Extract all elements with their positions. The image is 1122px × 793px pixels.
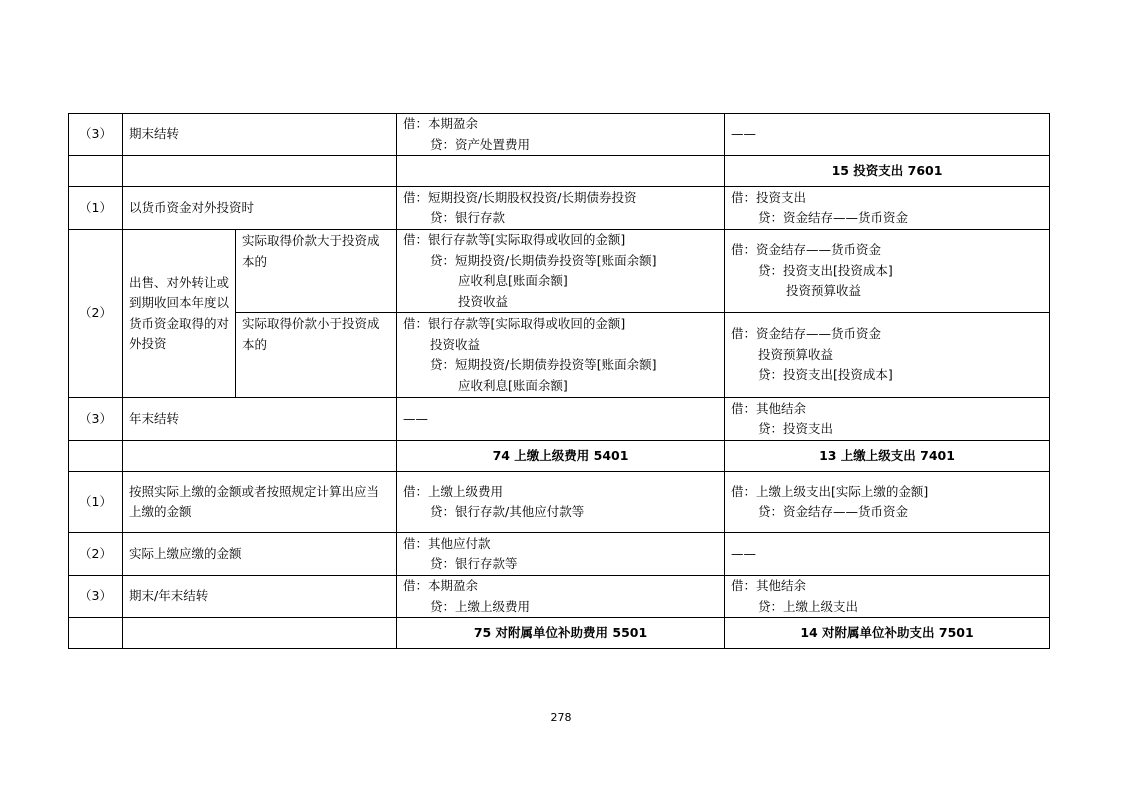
condition-description: 实际取得价款大于投资成本的	[236, 230, 397, 313]
budget-accounting-entry: ——	[725, 114, 1050, 156]
budget-account-title: 15 投资支出 7601	[725, 156, 1050, 187]
budget-accounting-entry: 借：上缴上级支出[实际上缴的金额] 贷：资金结存——货币资金	[725, 472, 1050, 533]
row-number: （3）	[69, 114, 123, 156]
budget-accounting-entry: 借：其他结余 贷：上缴上级支出	[725, 576, 1050, 618]
page-number: 278	[550, 711, 572, 724]
budget-accounting-entry: 借：投资支出 贷：资金结存——货币资金	[725, 187, 1050, 230]
row-number: （3）	[69, 398, 123, 441]
row-description: 期末/年末结转	[123, 576, 397, 618]
financial-accounting-entry: 借：银行存款等[实际取得或收回的金额] 投资收益 贷：短期投资/长期债券投资等[账面余额] 应收利息[账面余额]	[397, 313, 725, 398]
row-number: （3）	[69, 576, 123, 618]
section-header-row	[69, 156, 1050, 187]
financial-accounting-entry: ——	[397, 398, 725, 441]
financial-account-title: 75 对附属单位补助费用 5501	[397, 618, 725, 649]
financial-accounting-entry: 借：上缴上级费用 贷：银行存款/其他应付款等	[397, 472, 725, 533]
row-number: （1）	[69, 472, 123, 533]
table-row	[69, 533, 1050, 576]
row-description: 以货币资金对外投资时	[123, 187, 397, 230]
table-row	[69, 576, 1050, 618]
row-description: 期末结转	[123, 114, 397, 156]
table-row	[69, 398, 1050, 441]
row-number: （2）	[69, 533, 123, 576]
table-row	[69, 114, 1050, 156]
budget-account-title: 13 上缴上级支出 7401	[725, 441, 1050, 472]
table-row	[69, 472, 1050, 533]
row-number: （1）	[69, 187, 123, 230]
budget-accounting-entry: ——	[725, 533, 1050, 576]
financial-accounting-entry: 借：本期盈余 贷：上缴上级费用	[397, 576, 725, 618]
row-description: 年末结转	[123, 398, 397, 441]
financial-accounting-entry: 借：本期盈余 贷：资产处置费用	[397, 114, 725, 156]
budget-accounting-entry: 借：资金结存——货币资金 投资预算收益 贷：投资支出[投资成本]	[725, 313, 1050, 398]
financial-accounting-entry: 借：银行存款等[实际取得或收回的金额] 贷：短期投资/长期债券投资等[账面余额] 应收利息[账面余额] 投资收益	[397, 230, 725, 313]
table-row	[69, 187, 1050, 230]
row-description: 按照实际上缴的金额或者按照规定计算出应当上缴的金额	[123, 472, 397, 533]
row-number: （2）	[69, 230, 123, 398]
financial-accounting-entry: 借：短期投资/长期股权投资/长期债券投资 贷：银行存款	[397, 187, 725, 230]
section-header-row	[69, 618, 1050, 649]
budget-account-title: 14 对附属单位补助支出 7501	[725, 618, 1050, 649]
condition-description: 实际取得价款小于投资成本的	[236, 313, 397, 398]
section-header-row	[69, 441, 1050, 472]
table-row	[69, 230, 1050, 313]
budget-accounting-entry: 借：其他结余 贷：投资支出	[725, 398, 1050, 441]
budget-accounting-entry: 借：资金结存——货币资金 贷：投资支出[投资成本] 投资预算收益	[725, 230, 1050, 313]
row-description: 实际上缴应缴的金额	[123, 533, 397, 576]
row-description: 出售、对外转让或到期收回本年度以货币资金取得的对外投资	[123, 230, 236, 398]
financial-accounting-entry: 借：其他应付款 贷：银行存款等	[397, 533, 725, 576]
financial-account-title: 74 上缴上级费用 5401	[397, 441, 725, 472]
accounting-entries-table	[68, 113, 1050, 649]
